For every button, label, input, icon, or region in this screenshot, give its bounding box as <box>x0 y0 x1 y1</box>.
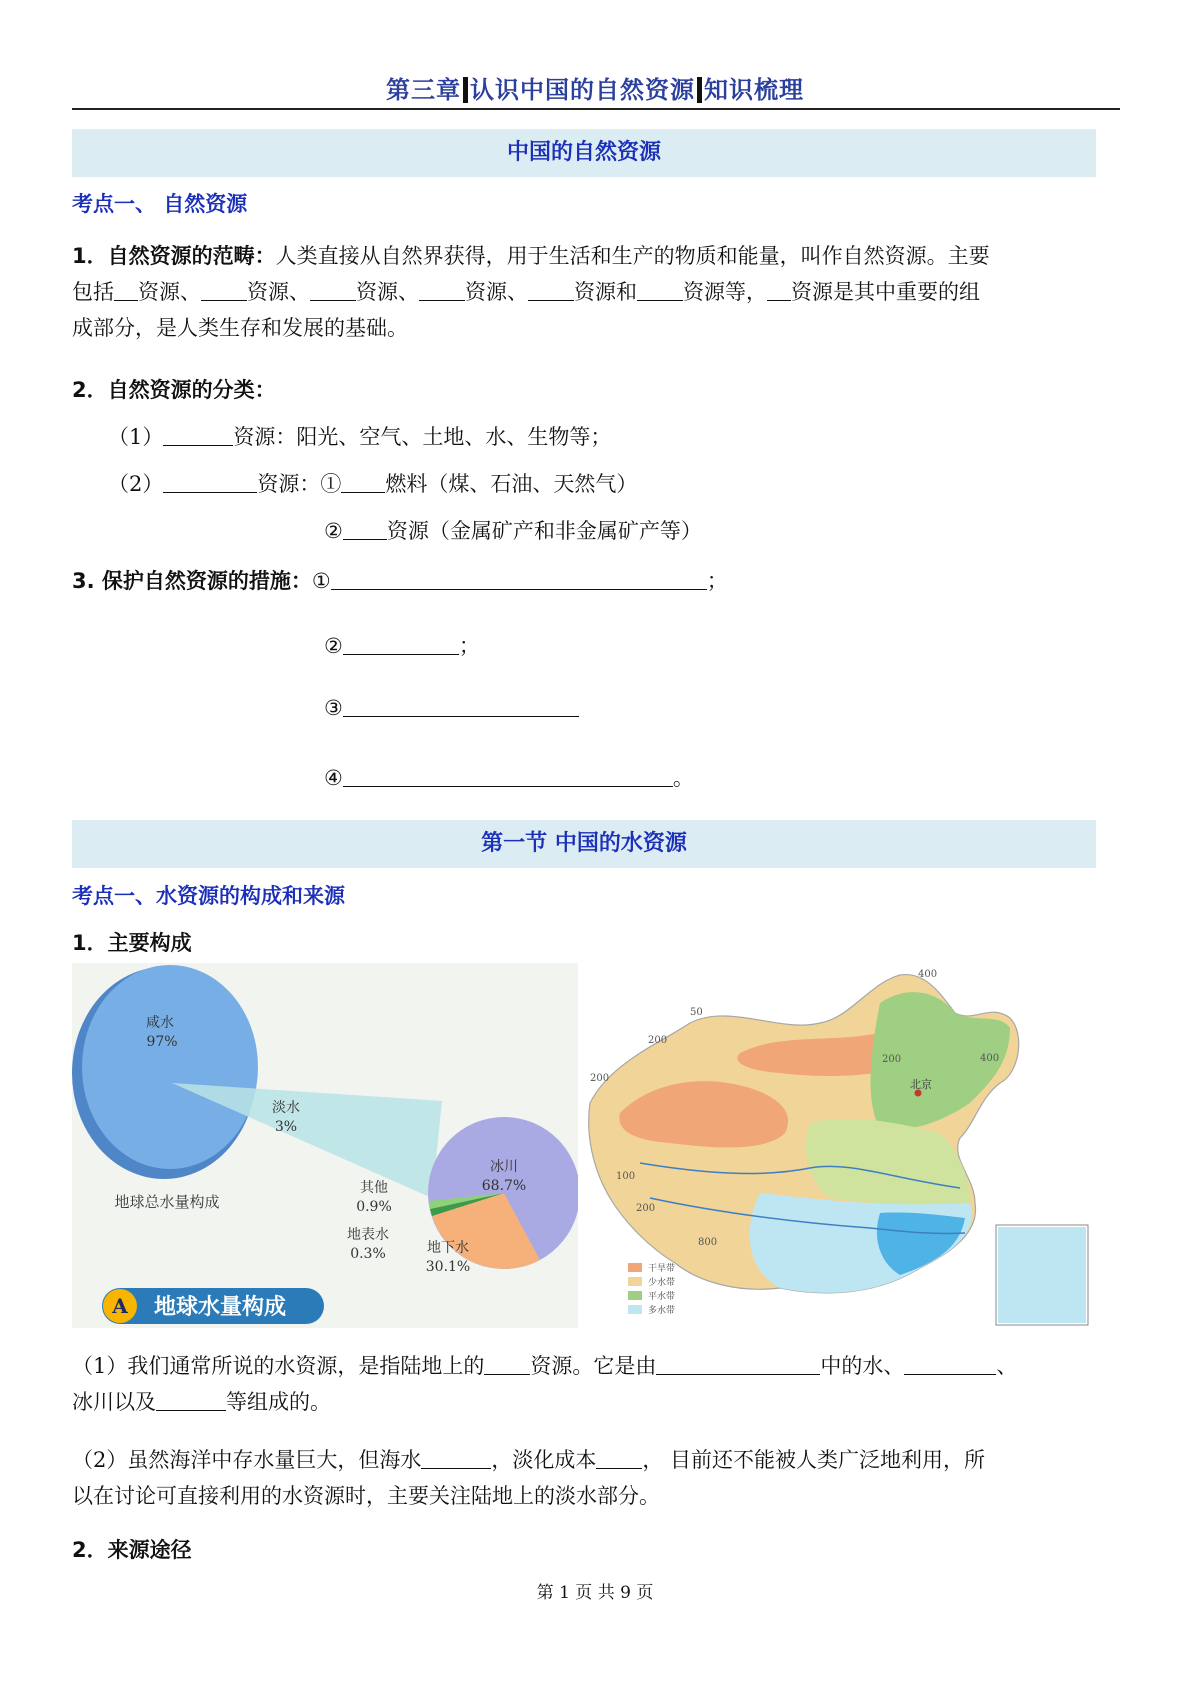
item-1-paragraph <box>72 238 1112 346</box>
kaodian-heading: 考点一、水资源的构成和来源 <box>72 884 345 908</box>
fill-blank[interactable] <box>904 1354 996 1375</box>
classification-1 <box>108 421 611 451</box>
text: 资源等， <box>683 280 767 304</box>
salt-value: 97% <box>146 1034 178 1050</box>
text: （2） <box>108 472 164 496</box>
water-composition-svg <box>72 963 578 1328</box>
text: ； <box>706 569 728 593</box>
item-1-text: 人类直接从自然界获得，用于生活和生产的物质和能量，叫作自然资源。主要 <box>275 244 990 268</box>
legend-label: 多水带 <box>648 1306 676 1316</box>
section-title: 中国的自然资源 <box>506 140 661 165</box>
header-chapter: 第三章 <box>386 75 461 104</box>
text: ② <box>324 519 343 543</box>
contour-label: 200 <box>648 1035 668 1046</box>
subheading: 2．来源途径 <box>72 1538 192 1562</box>
header-separator <box>463 77 468 103</box>
text: 成部分，是人类生存和发展的基础。 <box>72 316 408 340</box>
glacier-value: 68.7% <box>481 1178 527 1194</box>
contour-label: 400 <box>980 1053 1000 1064</box>
section-band <box>72 820 1096 868</box>
fill-blank[interactable] <box>201 280 247 301</box>
text: 资源。它是由 <box>530 1354 657 1378</box>
fill-blank[interactable] <box>637 280 683 301</box>
text: 资源和 <box>574 280 637 304</box>
text: 等组成的。 <box>226 1390 331 1414</box>
classification-2b <box>324 515 702 545</box>
header-divider <box>72 108 1120 110</box>
fresh-label: 淡水 <box>272 1100 300 1116</box>
legend-swatch <box>628 1263 642 1272</box>
legend-label: 平水带 <box>648 1292 676 1302</box>
text: 燃料（煤、石油、天然气） <box>385 472 638 496</box>
header-separator <box>697 77 702 103</box>
text: ② <box>324 634 343 658</box>
text: 、 <box>996 1354 1018 1378</box>
fresh-value: 3% <box>274 1119 298 1135</box>
south-sea-water <box>998 1227 1086 1323</box>
small-caption: 地球总水量构成 <box>114 1193 220 1211</box>
surface-value: 0.3% <box>350 1246 386 1262</box>
fill-blank[interactable] <box>343 766 673 787</box>
contour-label: 200 <box>636 1203 656 1214</box>
text: 资源、 <box>138 280 201 304</box>
text: 资源（金属矿产和非金属矿产等） <box>386 519 702 543</box>
other-value: 0.9% <box>356 1199 392 1215</box>
fill-blank[interactable] <box>156 1390 226 1411</box>
contour-label: 200 <box>882 1054 902 1065</box>
measures-line-1 <box>72 565 728 595</box>
china-map-svg <box>580 963 1094 1328</box>
section-band <box>72 129 1096 177</box>
salt-water-disc <box>82 965 258 1169</box>
fill-blank[interactable] <box>343 696 579 717</box>
text: （2）虽然海洋中存水量巨大，但海水 <box>72 1448 422 1472</box>
text: ① <box>311 569 331 593</box>
classification-2 <box>108 468 637 498</box>
fill-blank[interactable] <box>163 425 233 446</box>
text: ； <box>458 634 480 658</box>
text: 资源、 <box>356 280 419 304</box>
glacier-label: 冰川 <box>490 1159 518 1175</box>
other-label: 其他 <box>360 1180 388 1196</box>
fill-blank[interactable] <box>484 1354 530 1375</box>
text: 以在讨论可直接利用的水资源时，主要关注陆地上的淡水部分。 <box>72 1484 660 1508</box>
measures-line-3 <box>324 696 579 720</box>
text: ， 目前还不能被人类广泛地利用，所 <box>642 1448 986 1472</box>
contour-label: 200 <box>590 1073 610 1084</box>
section-title: 第一节 中国的水资源 <box>481 831 687 856</box>
measures-line-4 <box>324 762 694 792</box>
legend-swatch <box>628 1277 642 1286</box>
text: ，淡化成本 <box>491 1448 597 1472</box>
contour-label: 800 <box>698 1237 718 1248</box>
fill-blank[interactable] <box>341 472 385 493</box>
water-paragraph-2 <box>72 1442 1112 1514</box>
contour-label: 100 <box>616 1171 636 1182</box>
contour-label: 50 <box>690 1007 703 1018</box>
text: （1） <box>108 425 164 449</box>
text: ④ <box>324 766 343 790</box>
text: 资源、 <box>465 280 528 304</box>
fill-blank[interactable] <box>528 280 574 301</box>
text: 。 <box>672 766 694 790</box>
text: 资源、 <box>247 280 310 304</box>
kaodian-heading: 考点一、 自然资源 <box>72 192 248 216</box>
item-1-label: 1．自然资源的范畴： <box>72 244 276 268</box>
text: ③ <box>324 696 343 720</box>
badge-letter: A <box>112 1294 128 1318</box>
text: 中的水、 <box>820 1354 905 1378</box>
china-water-map-figure <box>580 963 1094 1328</box>
chapter-header <box>0 70 1190 105</box>
fill-blank[interactable] <box>343 634 459 655</box>
fill-blank[interactable] <box>656 1354 820 1375</box>
water-composition-figure <box>72 963 578 1328</box>
fill-blank[interactable] <box>421 1448 491 1469</box>
legend-label: 少水带 <box>648 1278 676 1288</box>
header-topic: 认识中国的自然资源 <box>470 75 695 104</box>
header-subtitle: 知识梳理 <box>704 75 804 104</box>
legend-swatch <box>628 1305 642 1314</box>
salt-label: 咸水 <box>146 1015 174 1031</box>
text: （1）我们通常所说的水资源，是指陆地上的 <box>72 1354 485 1378</box>
text: 包括 <box>72 280 114 304</box>
measures-line-2 <box>324 630 480 660</box>
text: 冰川以及 <box>72 1390 156 1414</box>
fill-blank[interactable] <box>596 1448 642 1469</box>
item-2-label: 2．自然资源的分类： <box>72 378 276 402</box>
ground-value: 30.1% <box>425 1259 471 1275</box>
legend-label: 干旱带 <box>648 1264 676 1274</box>
water-paragraph-1 <box>72 1348 1112 1420</box>
surface-label: 地表水 <box>347 1227 389 1243</box>
badge-text: 地球水量构成 <box>153 1294 287 1320</box>
very-wet-zone <box>877 1212 965 1275</box>
legend-swatch <box>628 1291 642 1300</box>
text: 资源：阳光、空气、土地、水、生物等； <box>233 425 612 449</box>
fill-blank[interactable] <box>114 280 138 301</box>
fill-blank[interactable] <box>343 519 387 540</box>
ground-label: 地下水 <box>427 1240 469 1256</box>
page-footer: 第 1 页 共 9 页 <box>536 1583 654 1603</box>
text: 资源是其中重要的组 <box>791 280 980 304</box>
subheading: 1．主要构成 <box>72 931 192 955</box>
beijing-label: 北京 <box>910 1078 932 1091</box>
fill-blank[interactable] <box>331 569 707 590</box>
fill-blank[interactable] <box>767 280 791 301</box>
item-3-label: 3. 保护自然资源的措施： <box>72 569 312 593</box>
fill-blank[interactable] <box>163 472 257 493</box>
text: 资源：① <box>257 472 342 496</box>
fill-blank[interactable] <box>310 280 356 301</box>
contour-label: 400 <box>918 969 938 980</box>
fill-blank[interactable] <box>419 280 465 301</box>
